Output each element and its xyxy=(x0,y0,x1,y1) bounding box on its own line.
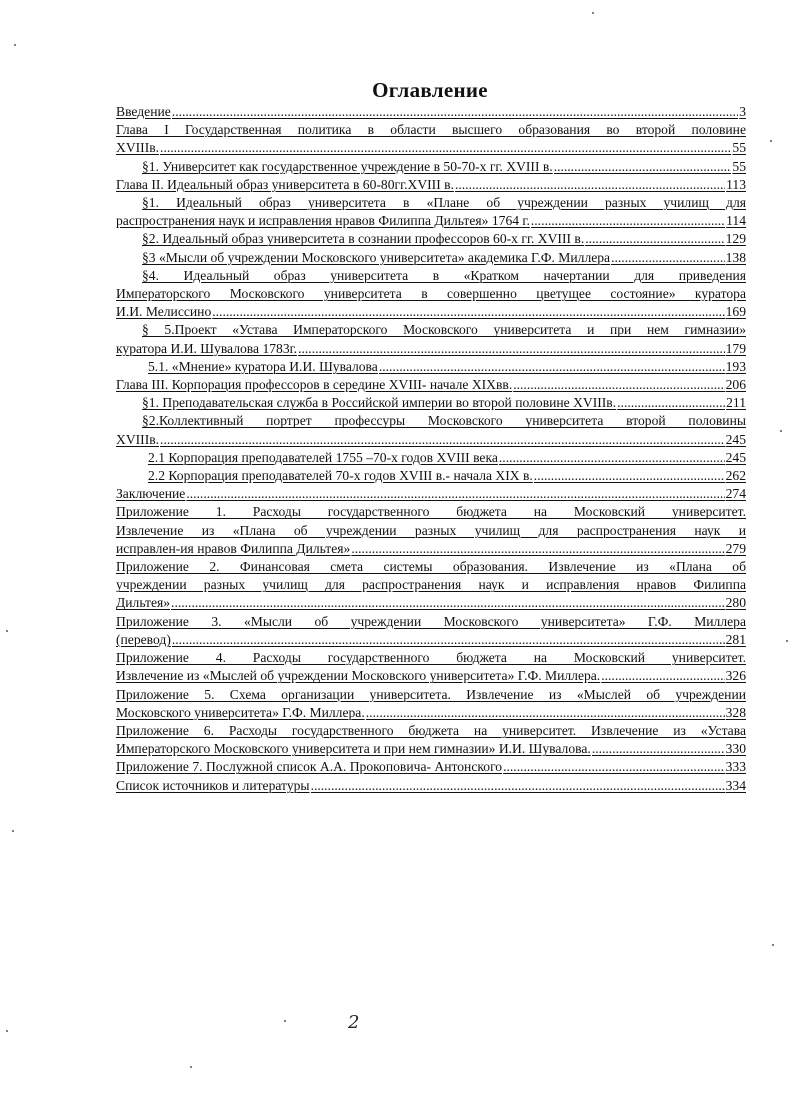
dot-leader xyxy=(455,176,725,194)
toc-entry-title: Дильтея» xyxy=(116,595,171,611)
dot-leader xyxy=(499,449,725,467)
scan-speck xyxy=(14,44,16,46)
scan-speck xyxy=(770,140,772,142)
toc-entry-title: исправлен-ия нравов Филиппа Дильтея» xyxy=(116,540,351,556)
scan-speck xyxy=(772,944,774,946)
toc-entry-title: 2.2 Корпорация преподавателей 70-х годов XVIII в.- начала XIX в. xyxy=(148,468,533,484)
toc-entry-title: Императорского Московского университета и при нем гимназии» И.И. Шувалова. xyxy=(116,741,591,757)
dot-leader xyxy=(379,358,725,376)
dot-leader xyxy=(172,103,738,121)
dot-leader xyxy=(513,376,724,394)
toc-page-number: 328 xyxy=(725,704,746,720)
toc-entry-title: Приложение 7. Послужной список А.А. Прокоповича- Антонского xyxy=(116,759,503,775)
toc-entry-title: §1. Преподавательская служба в Российской империи во второй половине XVIIIв. xyxy=(142,395,617,411)
dot-leader xyxy=(592,740,725,758)
scan-speck xyxy=(592,12,594,14)
dot-leader xyxy=(298,340,725,358)
table-of-contents xyxy=(116,103,746,795)
toc-entry-text: Приложение 1. Расходы государственного бюджета на Московский университет. xyxy=(116,504,746,520)
dot-leader xyxy=(617,394,725,412)
toc-page-number: 326 xyxy=(725,668,746,684)
toc-entry-text: §2.Коллективный портрет профессуры Московского университета второй половины xyxy=(142,413,746,429)
toc-entry-text: Императорского Московского университета в совершенно цветущее состояние» куратора xyxy=(116,286,746,302)
toc-page-number: 179 xyxy=(725,340,746,356)
dot-leader xyxy=(160,139,731,157)
toc-entry-text: Приложение 4. Расходы государственного бюджета на Московский университет. xyxy=(116,650,746,666)
toc-entry[interactable] xyxy=(116,158,746,176)
toc-page-number: 138 xyxy=(725,249,746,265)
scan-speck xyxy=(12,830,14,832)
toc-page-number: 113 xyxy=(726,176,746,192)
toc-entry-title: Заключение xyxy=(116,486,186,502)
toc-entry-title: Извлечение из «Мыслей об учреждении Московского университета» Г.Ф. Миллера. xyxy=(116,668,601,684)
scan-speck xyxy=(780,430,782,432)
toc-entry[interactable] xyxy=(116,485,746,503)
toc-entry-text: § 5.Проект «Устава Императорского Московского университета и при нем гимназии» xyxy=(142,322,746,338)
toc-entry[interactable] xyxy=(116,503,746,558)
toc-entry-text: Приложение 6. Расходы государственного бюджета на университет. Извлечение из «Устава xyxy=(116,722,746,738)
page-title: Оглавление xyxy=(372,78,488,102)
dot-leader xyxy=(171,594,725,612)
toc-page-number: 262 xyxy=(725,468,746,484)
toc-page-number: 206 xyxy=(725,377,746,393)
toc-entry-title: XVIIIв. xyxy=(116,431,160,447)
toc-entry[interactable] xyxy=(116,649,746,685)
dot-leader xyxy=(531,212,725,230)
dot-leader xyxy=(311,777,725,795)
dot-leader xyxy=(554,158,732,176)
dot-leader xyxy=(503,758,725,776)
toc-page-number: 279 xyxy=(725,540,746,556)
dot-leader xyxy=(351,540,724,558)
scan-speck xyxy=(284,1020,286,1022)
toc-entry-text: §1. Идеальный образ университета в «Плане об учреждении разных училищ для xyxy=(142,195,746,211)
toc-entry-title: §3 «Мысли об учреждении Московского университета» академика Г.Ф. Миллера xyxy=(142,249,611,265)
toc-page-number: 334 xyxy=(725,777,746,793)
scan-speck xyxy=(6,630,8,632)
toc-entry[interactable] xyxy=(116,103,746,121)
toc-entry-title: §2. Идеальный образ университета в сознании профессоров 60-х гг. XVIII в. xyxy=(142,231,585,247)
toc-entry[interactable] xyxy=(116,194,746,230)
toc-page-number: 330 xyxy=(725,741,746,757)
toc-entry-title: 2.1 Корпорация преподавателей 1755 –70-х годов XVIII века xyxy=(148,449,498,465)
toc-page-number: 333 xyxy=(725,759,746,775)
toc-entry-text: Приложение 5. Схема организации университета. Извлечение из «Мыслей об учреждении xyxy=(116,686,746,702)
toc-entry-title: Глава III. Корпорация профессоров в середине XVIII- начале XIXвв. xyxy=(116,377,513,393)
toc-page-number: 129 xyxy=(725,231,746,247)
scan-speck xyxy=(786,640,788,642)
toc-entry[interactable] xyxy=(116,758,746,776)
toc-entry-title: Введение xyxy=(116,104,171,119)
toc-entry[interactable] xyxy=(116,412,746,448)
toc-entry[interactable] xyxy=(116,558,746,613)
toc-entry[interactable] xyxy=(116,230,746,248)
toc-entry[interactable] xyxy=(116,777,746,795)
toc-page-number: 55 xyxy=(732,158,746,174)
toc-entry[interactable] xyxy=(116,613,746,649)
toc-entry-title: §1. Университет как государственное учреждение в 50-70-х гг. XVIII в. xyxy=(142,158,553,174)
toc-page-number: 281 xyxy=(725,631,746,647)
dot-leader xyxy=(212,303,724,321)
toc-entry-text: Извлечение из «Плана об учреждении разных училищ для распространения наук и xyxy=(116,522,746,538)
toc-entry-text: Глава I Государственная политика в области высшего образования во второй половине xyxy=(116,122,746,138)
page-number: 2 xyxy=(348,1012,360,1033)
toc-page-number: 114 xyxy=(726,213,746,229)
dot-leader xyxy=(585,230,724,248)
toc-page-number: 274 xyxy=(725,486,746,502)
toc-page-number: 169 xyxy=(725,304,746,320)
scan-speck xyxy=(190,1066,192,1068)
dot-leader xyxy=(534,467,725,485)
toc-entry-title: Список источников и литературы xyxy=(116,777,310,793)
toc-entry[interactable] xyxy=(116,121,746,157)
toc-entry[interactable] xyxy=(116,394,746,412)
dot-leader xyxy=(186,485,724,503)
toc-entry[interactable] xyxy=(116,376,746,394)
toc-entry[interactable] xyxy=(116,722,746,758)
toc-entry[interactable] xyxy=(116,686,746,722)
toc-entry-title: распространения наук и исправления нравов Филиппа Дильтея» 1764 г. xyxy=(116,213,530,229)
toc-entry-title: (перевод) xyxy=(116,631,171,647)
scan-speck xyxy=(6,1030,8,1032)
toc-entry[interactable] xyxy=(116,267,746,322)
toc-entry-title: Московского университета» Г.Ф. Миллера. xyxy=(116,704,365,720)
toc-entry-title: XVIIIв. xyxy=(116,140,160,156)
dot-leader xyxy=(366,704,725,722)
toc-page-number: 211 xyxy=(726,395,746,411)
toc-entry-title: Глава II. Идеальный образ университета в 60-80гг.XVIII в. xyxy=(116,176,454,192)
toc-page-number: 193 xyxy=(725,358,746,374)
toc-page-number: 280 xyxy=(725,595,746,611)
toc-entry[interactable] xyxy=(116,321,746,357)
toc-page-number: 55 xyxy=(732,140,746,156)
toc-entry-title: куратора И.И. Шувалова 1783г. xyxy=(116,340,298,356)
toc-page-number: 245 xyxy=(725,431,746,447)
toc-entry[interactable] xyxy=(116,467,746,485)
toc-entry[interactable] xyxy=(116,449,746,467)
toc-entry-text: учреждении разных училищ для распространения наук и исправления нравов Филиппа xyxy=(116,577,746,593)
toc-entry-text: Приложение 3. «Мысли об учреждении Московского университета» Г.Ф. Миллера xyxy=(116,613,746,629)
toc-entry-title: 5.1. «Мнение» куратора И.И. Шувалова xyxy=(148,358,378,374)
dot-leader xyxy=(611,249,725,267)
toc-page-number: 245 xyxy=(725,449,746,465)
toc-entry[interactable] xyxy=(116,249,746,267)
toc-entry-text: Приложение 2. Финансовая смета системы образования. Извлечение из «Плана об xyxy=(116,559,746,575)
dot-leader xyxy=(601,667,724,685)
toc-entry-text: §4. Идеальный образ университета в «Кратком начертании для приведения xyxy=(142,267,746,283)
dot-leader xyxy=(160,431,725,449)
toc-page-number: 3 xyxy=(739,104,746,119)
toc-entry[interactable] xyxy=(116,358,746,376)
dot-leader xyxy=(172,631,725,649)
toc-entry-title: И.И. Мелиссино xyxy=(116,304,212,320)
toc-entry[interactable] xyxy=(116,176,746,194)
